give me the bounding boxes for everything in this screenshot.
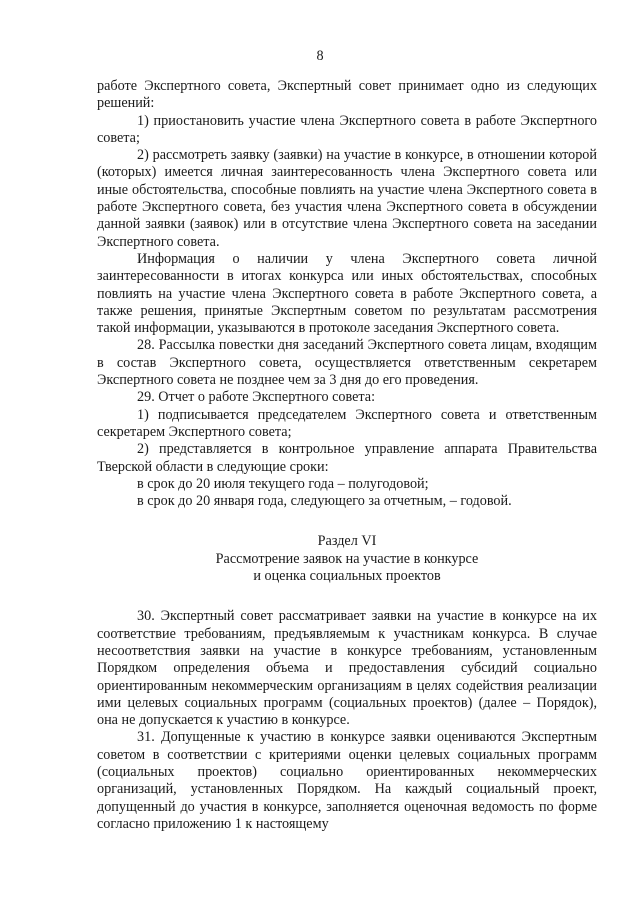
spacer [97,510,597,533]
paragraph-28: 28. Рассылка повестки дня заседаний Экспертного совета лицам, входящим в состав Экспертного совета, осуществляется ответственным секретарем Экспертного совета не позднее чем за 3 дня до его проведения. [97,337,597,389]
deadline-annual: в срок до 20 января года, следующего за отчетным, – годовой. [137,493,512,510]
paragraph-item-2-consider: 2) рассмотреть заявку (заявки) на участие в конкурсе, в отношении которой (которых) имеется личная заинтересованность члена Экспертного совета или иные обстоятельства, способные повлиять на участие члена Экспертного совета в работе Экспертного совета, без участия члена Экспертного совета в обсуждении данной заявки (заявок) или в отсутствие члена Экспертного совета на заседании Экспертного совета. [97,147,597,250]
paragraph-30: 30. Экспертный совет рассматривает заявки на участие в конкурсе на их соответствие требованиям, предъявляемым к участникам конкурса. В случае несоответствия заявки на участие в конкурсе требованиям, установленным Порядком определения объема и предоставления субсидий социально ориентированным некоммерческим организациям в целях содействия реализации ими целевых социальных программ (социальных проектов) (далее – Порядок), она не допускается к участию в конкурсе. [97,608,597,729]
section-title-line-1: Рассмотрение заявок на участие в конкурсе [215,550,479,567]
deadline-half-year: в срок до 20 июля текущего года – полугодовой; [137,475,429,492]
spacer [97,585,597,608]
document-body [97,78,597,833]
paragraph-31: 31. Допущенные к участию в конкурсе заявки оцениваются Экспертным советом в соответствии с критериями оценки целевых социальных программ (социальных проектов) социально ориентированных некоммерческих организаций, установленных Порядком. На каждый социальный проект, допущенный до участия в конкурсе, заполняется оценочная ведомость по форме согласно приложению 1 к настоящему [97,729,597,832]
paragraph-item-1-suspend: 1) приостановить участие члена Экспертного совета в работе Экспертного совета; [97,112,597,146]
paragraph-29-item-1: 1) подписывается председателем Экспертного совета и ответственным секретарем Экспертного совета; [97,406,597,440]
paragraph-information: Информация о наличии у члена Экспертного совета личной заинтересованности в итогах конкурса или иных обстоятельствах, способных повлиять на участие члена Экспертного совета в работе Экспертного совета, а также решения, принятые Экспертным советом по результатам рассмотрения такой информации, указываются в протоколе заседания Экспертного совета. [97,250,597,337]
section-number: Раздел VI [317,533,377,550]
paragraph-29: 29. Отчет о работе Экспертного совета: [137,389,376,406]
page-number: 8 [316,48,324,64]
paragraph-29-item-2: 2) представляется в контрольное управление аппарата Правительства Тверской области в следующие сроки: [97,441,597,475]
paragraph-continuation: работе Экспертного совета, Экспертный совет принимает одно из следующих решений: [97,78,597,112]
section-title-line-2: и оценка социальных проектов [253,568,441,585]
